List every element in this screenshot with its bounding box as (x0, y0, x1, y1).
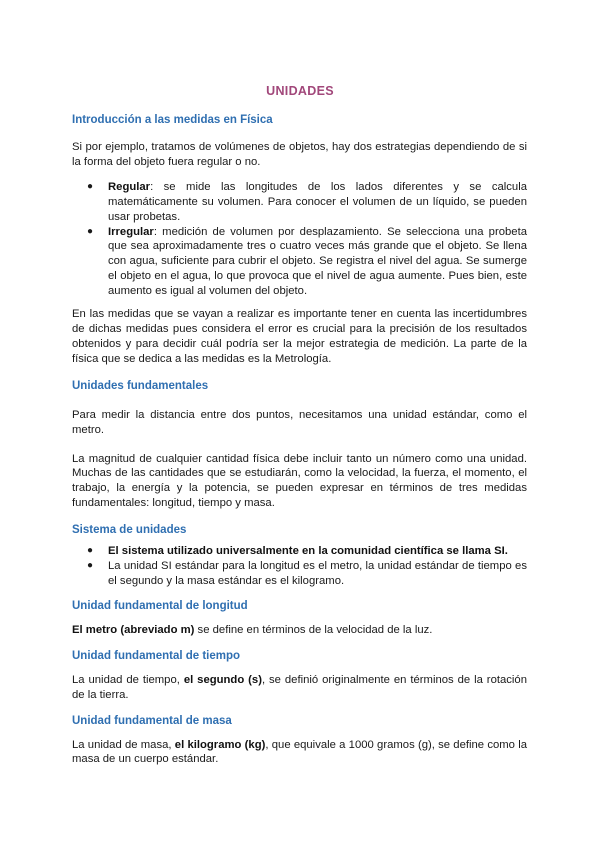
document-body (72, 112, 527, 767)
heading-longitud: Unidad fundamental de longitud (72, 599, 248, 612)
segundo-term: el segundo (s) (183, 673, 262, 686)
strategy-list (72, 180, 527, 299)
term-regular: Regular (108, 180, 151, 193)
metrology-paragraph: En las medidas que se vayan a realizar es importante tener en cuenta las incertidumbres de dichas medidas pues considera el error es crucial para la precisión de los resultados obtenidos y para decidir cuál podría ser la mejor estrategia de medición. La parte de la física que se dedica a las medidas es la Metrología. (72, 308, 527, 365)
page-title: UNIDADES (266, 84, 334, 98)
term-regular-text: : se mide las longitudes de los lados diferentes y se calcula matemáticamente su volumen. Para conocer el volumen de un líquido, se pueden usar probetas. (108, 180, 527, 223)
time-post: , se definió originalmente en términos de la rotación de la tierra. (72, 673, 527, 701)
distance-paragraph: Para medir la distancia entre dos puntos, necesitamos una unidad estándar, como el metro. (72, 408, 527, 436)
metro-term: El metro (abreviado m) (72, 623, 195, 636)
mass-paragraph (72, 738, 527, 768)
list-item-irregular (72, 225, 527, 300)
term-irregular-text: : medición de volumen por desplazamiento. Se selecciona una probeta que sea aproximadamente tres o cuatro veces más grande que el objeto. Se llena con agua, suficiente para cubrir el objeto. Se registra el nivel del agua. Se sumerge el objeto en el agua, lo que provoca que el nivel de agua aumente. Pues bien, este aumento es igual al volumen del objeto. (108, 225, 527, 298)
heading-masa: Unidad fundamental de masa (72, 714, 232, 727)
bullet-icon: ● (87, 545, 94, 557)
metro-text: se define en términos de la velocidad de la luz. (194, 623, 433, 636)
list-item-regular (72, 180, 527, 225)
magnitude-paragraph: La magnitud de cualquier cantidad física debe incluir tanto un número como una unidad. Muchas de las cantidades que se estudiarán, como la velocidad, la fuerza, el momento, el trabajo, la energía y la potencia, se pueden expresar en términos de tres medidas fundamentales: longitud, tiempo y masa. (72, 452, 527, 510)
intro-paragraph: Si por ejemplo, tratamos de volúmenes de objetos, hay dos estrategias dependiendo de si la forma del objeto fuera regular o no. (72, 141, 527, 168)
mass-pre: La unidad de masa, (72, 738, 175, 751)
length-paragraph (72, 623, 527, 638)
bullet-icon: ● (87, 560, 94, 572)
bullet-icon: ● (87, 225, 94, 237)
kilogramo-term: el kilogramo (kg) (174, 738, 266, 751)
si-statement: El sistema utilizado universalmente en la comunidad científica se llama SI. (108, 545, 508, 558)
list-item-si (72, 544, 527, 559)
si-units-text: La unidad SI estándar para la longitud es el metro, la unidad estándar de tiempo es el segundo y la masa estándar es el kilogramo. (108, 560, 527, 587)
heading-fundamentales: Unidades fundamentales (72, 379, 209, 392)
heading-tiempo: Unidad fundamental de tiempo (72, 649, 241, 662)
time-pre: La unidad de tiempo, (72, 673, 184, 686)
mass-post: , que equivale a 1000 gramos (g), se define como la masa de un cuerpo estándar. (72, 738, 527, 766)
term-irregular: Irregular (108, 225, 154, 238)
time-paragraph (72, 673, 527, 703)
si-list (72, 544, 527, 589)
heading-intro: Introducción a las medidas en Física (72, 114, 273, 126)
heading-sistema: Sistema de unidades (72, 524, 187, 537)
list-item-si-units (72, 559, 527, 589)
bullet-icon: ● (87, 180, 94, 192)
